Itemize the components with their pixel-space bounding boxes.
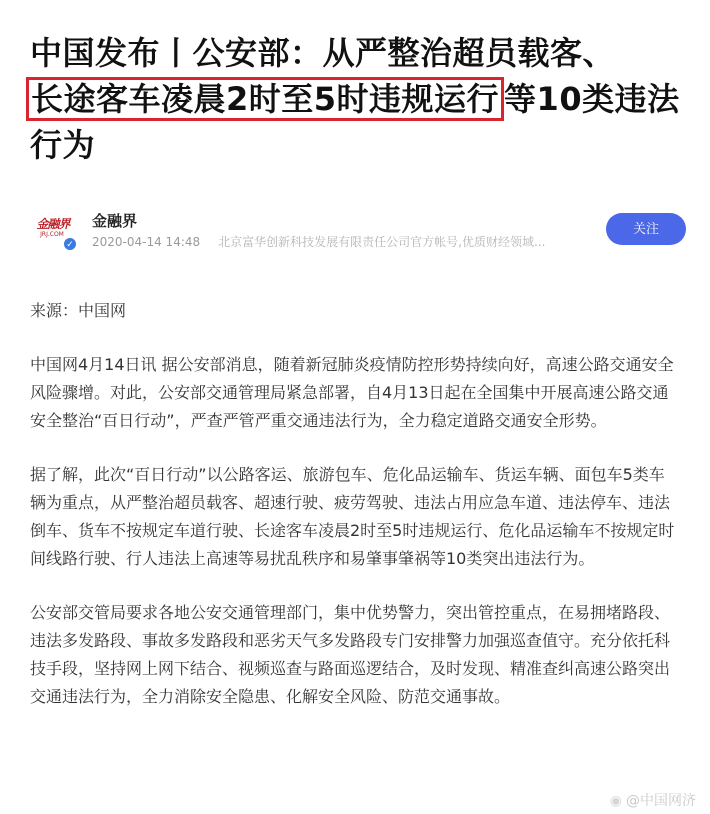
title-part-1: 中国发布丨公安部：从严整治超员载客、 bbox=[30, 34, 616, 72]
publish-time: 2020-04-14 14:48 bbox=[92, 235, 201, 249]
article-body bbox=[30, 297, 680, 737]
weibo-icon: ◉ bbox=[609, 793, 622, 809]
watermark-text: @中国网济 bbox=[626, 793, 696, 809]
author-logo-subtext: JRJ.COM bbox=[40, 231, 64, 238]
weibo-watermark bbox=[606, 788, 700, 812]
paragraph-2: 据了解，此次“百日行动”以公路客运、旅游包车、危化品运输车、货运车辆、面包车5类车辆为重点，从严整治超员载客、超速行驶、疲劳驾驶、违法占用应急车道、违法停车、违法倒车、货车不按规定车道行驶、长途客车凌晨2时至5时违规运行、危化品运输车不按规定时间线路行驶、行人违法上高速等易扰乱秩序和易肇事肇祸等10类突出违法行为。 bbox=[30, 465, 675, 568]
title-part-2: 等10类违法行为 bbox=[30, 80, 680, 164]
author-logo-text: 金融界 bbox=[36, 217, 70, 231]
author-name[interactable]: 金融界 bbox=[92, 212, 138, 230]
article-header bbox=[30, 30, 690, 168]
author-description: 北京富华创新科技发展有限责任公司官方帐号,优质财经领域... bbox=[218, 235, 546, 249]
follow-button[interactable]: 关注 bbox=[606, 213, 686, 245]
article-source: 来源：中国网 bbox=[30, 301, 127, 320]
author-meta bbox=[92, 233, 545, 250]
verified-icon: ✓ bbox=[63, 237, 77, 251]
paragraph-1: 中国网4月14日讯 据公安部消息，随着新冠肺炎疫情防控形势持续向好，高速公路交通安全风险骤增。对此，公安部交通管理局紧急部署，自4月13日起在全国集中开展高速公路交通安全整治“百日行动”，严查严管严重交通违法行为，全力稳定道路交通安全形势。 bbox=[30, 355, 674, 430]
article-title bbox=[30, 30, 690, 168]
paragraph-3: 公安部交管局要求各地公安交通管理部门，集中优势警力，突出管控重点，在易拥堵路段、违法多发路段、事故多发路段和恶劣天气多发路段专门安排警力加强巡查值守。充分依托科技手段，坚持网上网下结合、视频巡查与路面巡逻结合，及时发现、精准查纠高速公路突出交通违法行为，全力消除安全隐患、化解安全风险、防范交通事故。 bbox=[30, 603, 671, 706]
author-bar bbox=[30, 207, 686, 257]
title-highlight: 长途客车凌晨2时至5时违规运行 bbox=[26, 77, 504, 121]
